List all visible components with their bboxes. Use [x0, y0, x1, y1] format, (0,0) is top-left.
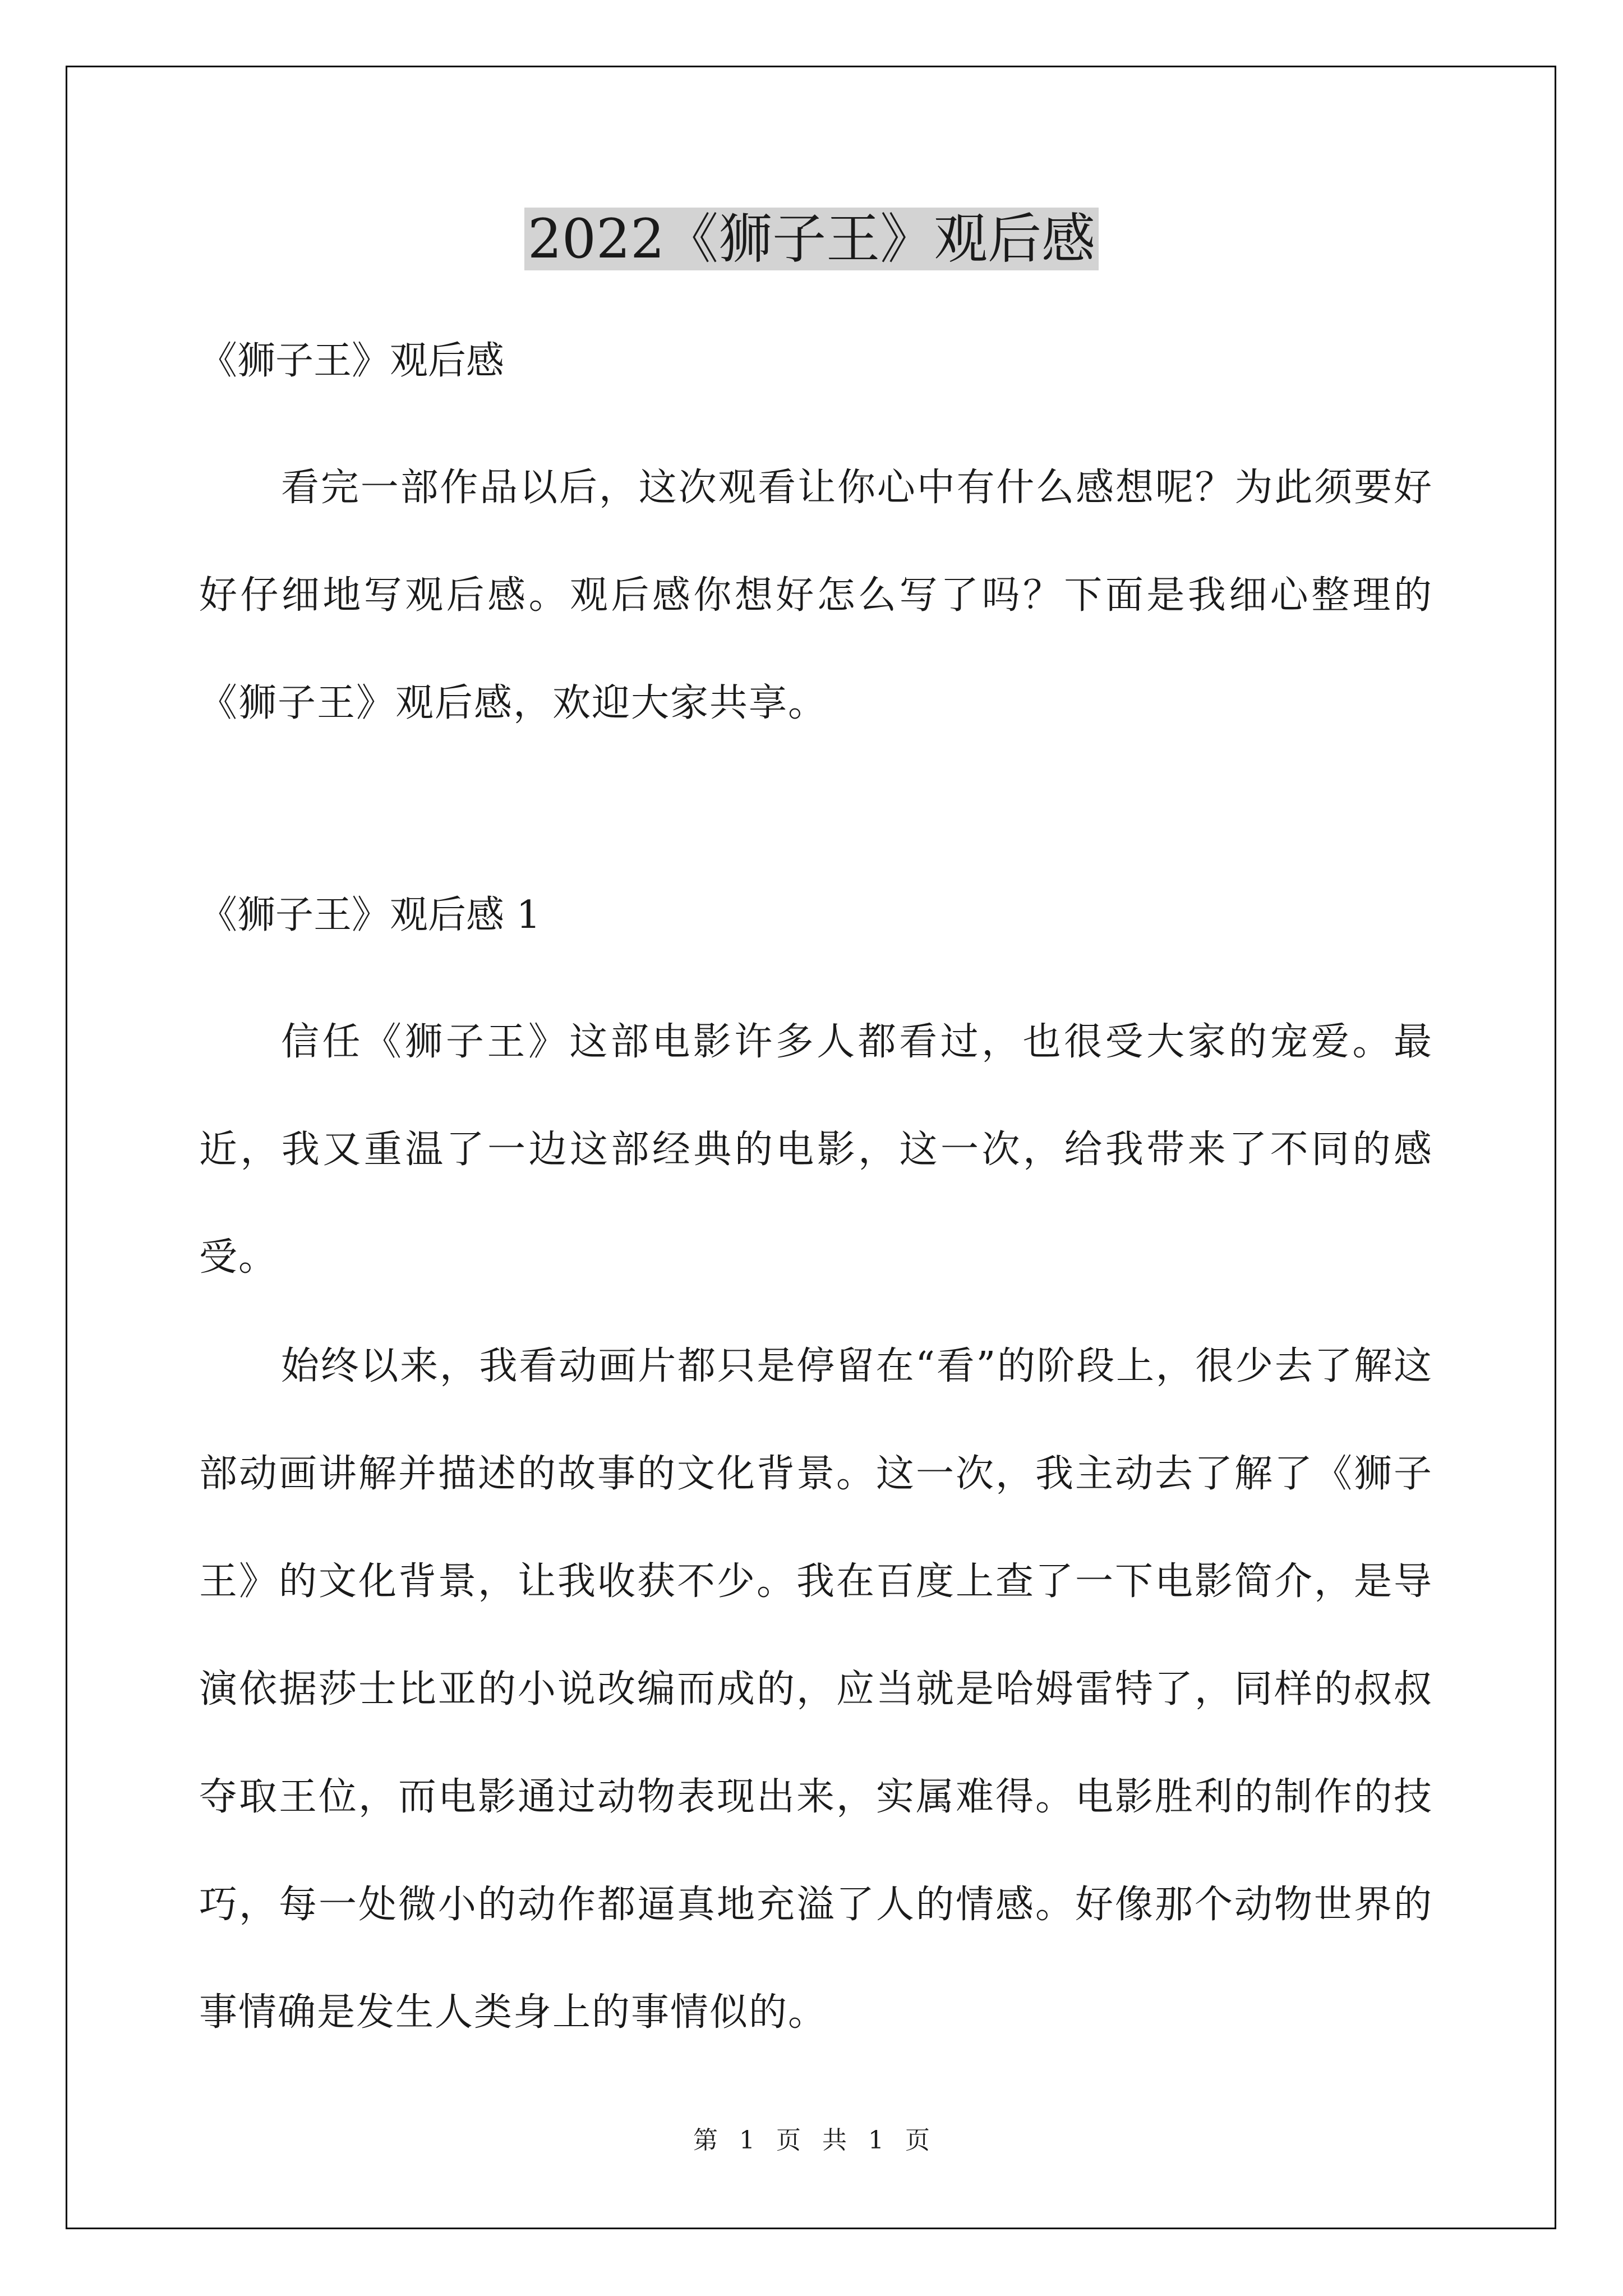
document-title [0, 201, 1623, 277]
section-1-paragraph-1: 信任《狮子王》这部电影许多人都看过，也很受大家的宠爱。最近，我又重温了一边这部经典的电影，这一次，给我带来了不同的感受。 [199, 1020, 1433, 1280]
intro-heading: 《狮子王》观后感 [199, 339, 505, 383]
document-title-text: 2022《狮子王》观后感 [524, 208, 1099, 270]
page-footer: 第 1 页 共 1 页 [693, 2126, 930, 2155]
section-heading-1: 《狮子王》观后感 1 [199, 893, 541, 937]
section-1-paragraph-2: 始终以来，我看动画片都只是停留在“看”的阶段上，很少去了解这部动画讲解并描述的故事的文化背景。这一次，我主动去了解了《狮子王》的文化背景，让我收获不少。我在百度上查了一下电影简介，是导演依据莎士比亚的小说改编而成的，应当就是哈姆雷特了，同样的叔叔夺取王位，而电影通过动物表现出来，实属难得。电影胜利的制作的技巧，每一处微小的动作都逼真地充溢了人的情感。好像那个动物世界的事情确是发生人类身上的事情似的。 [199, 1344, 1433, 2035]
intro-paragraph: 看完一部作品以后，这次观看让你心中有什么感想呢？为此须要好好仔细地写观后感。观后感你想好怎么写了吗？下面是我细心整理的《狮子王》观后感，欢迎大家共享。 [199, 466, 1433, 725]
